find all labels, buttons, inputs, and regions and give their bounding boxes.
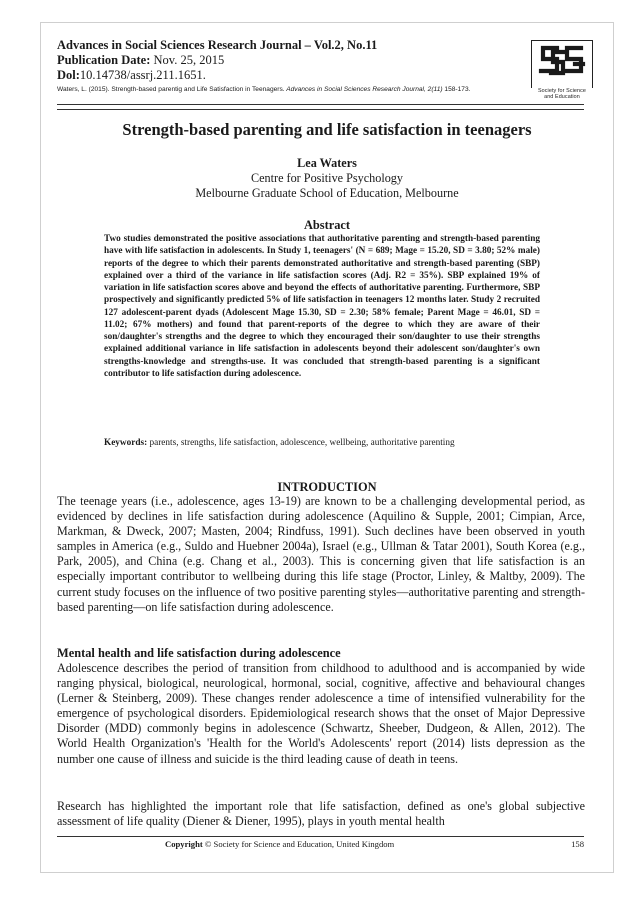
footer-rule xyxy=(57,836,584,837)
society-logo xyxy=(531,40,593,104)
doi[interactable]: Dol:10.14738/assrj.211.1651. xyxy=(57,68,206,82)
logo-caption: Society for Science and Education xyxy=(537,88,587,101)
author-name: Lea Waters xyxy=(297,156,357,170)
header-rule-top xyxy=(57,104,584,105)
introduction-paragraph: The teenage years (i.e., adolescence, ages 13-19) are known to be a challenging developmental period, as evidenced by declines in life satisfaction during adolescence (Aquilino & Supple, 2001; Cimpian, Arce, Markman, & Dweck, 2007; Masten, 2004; Rindfuss, 1991). Such declines have been observed in youth samples in America (e.g., Suldo and Huebner 2004a), Israel (e.g., Ullman & Tatar 2001), South Korea (e.g., Park, 2005), and China (e.g. Chang et al., 2003). This is concerning given that life satisfaction is an especially important contributor to wellbeing during this life stage (Proctor, Linley, & Maltby, 2009). The current study focuses on the influence of two positive parenting styles—authoritative parenting and strength-based parenting—on life satisfaction during adolescence. xyxy=(57,494,585,614)
header-rule-bottom xyxy=(57,109,584,110)
publication-date: Publication Date: Nov. 25, 2015 xyxy=(57,53,225,67)
journal-name: Advances in Social Sciences Research Journal – Vol.2, No.11 xyxy=(57,38,378,52)
page-number: 158 xyxy=(571,839,584,849)
section-paragraph-2: Research has highlighted the important role that life satisfaction, defined as one's global subjective assessment of life quality (Diener & Diener, 1995), plays in youth mental health xyxy=(57,799,585,829)
affiliation-2: Melbourne Graduate School of Education, Melbourne xyxy=(195,186,459,200)
introduction-heading: INTRODUCTION xyxy=(277,480,377,494)
section-paragraph-1: Adolescence describes the period of transition from childhood to adulthood and is accompanied by wide ranging physical, biological, neurological, hormonal, social, cognitive, affective and behavioural changes (Lerner & Steinberg, 2009). These changes render adolescence a time of intensified vulnerability for the emergence of psychological disorders. Epidemiological research shows that the onset of Major Depressive Disorder (MDD) commonly begins in adolescence (Schwartz, Sheeber, Dudgeon, & Allen, 2012). The World Health Organization's 'Health for the World's Adolescents' report (2014) lists depression as the number one cause of illness and suicide is the third leading cause of death in teens. xyxy=(57,661,585,766)
paper-title: Strength-based parenting and life satisfaction in teenagers xyxy=(122,120,532,139)
copyright: Copyright © Society for Science and Education, United Kingdom xyxy=(165,839,395,849)
abstract-heading: Abstract xyxy=(303,218,351,232)
keywords: Keywords: parents, strengths, life satisfaction, adolescence, wellbeing, authoritative parenting xyxy=(104,438,455,448)
author-block xyxy=(40,156,614,201)
sse-logo-icon xyxy=(531,40,593,88)
affiliation-1: Centre for Positive Psychology xyxy=(251,171,403,185)
journal-header xyxy=(57,38,517,83)
citation: Waters, L. (2015). Strength-based parentig and Life Satisfaction in Teenagers. Advances in Social Sciences Research Journal, 2(11) 158-173. xyxy=(57,86,471,93)
section-heading: Mental health and life satisfaction during adolescence xyxy=(57,646,341,660)
abstract-text: Two studies demonstrated the positive associations that authoritative parenting and strength-based parenting have with life satisfaction in adolescents. In Study 1, teenagers' (N = 689; Mage = 15.20, SD = 3.80; 52% male) reports of the degree to which their parents demonstrated authoritative and strength-based parenting (SBP) explained over a third of the variance in life satisfaction scores (Adj. R2 = 35%). SBP explained 19% of variation in life satisfaction scores above and beyond the effects of authoritative parenting. Furthermore, SBP prospectively and significantly predicted 5% of life satisfaction in teenagers 12 months later. Study 2 recruited 127 adolescent-parent dyads (Adolescent Mage 15.30, SD = 2.30; 58% female; Parent Mage = 46.01, SD = 11.02; 67% mothers) and found that parent-reports of the degree to which they are aware of their son/daughter's strengths and the degree to which they encouraged their son/daughter to use their strengths explained additional variance in life satisfaction in adolescents beyond their adolescent son/daughter's own strengths-knowledge and strengths-use. It was concluded that strength-based parenting is a significant contributor to life satisfaction during adolescence. xyxy=(104,234,540,379)
